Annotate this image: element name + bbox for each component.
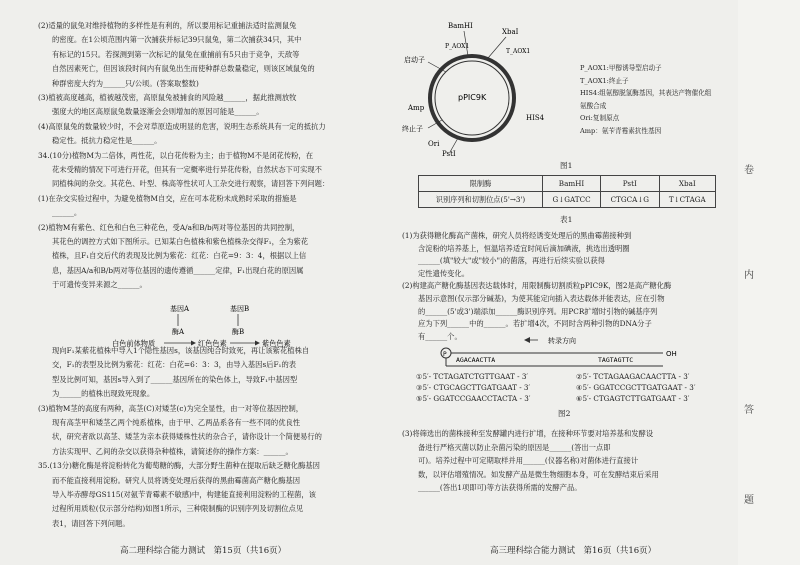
question-line: 其花色的调控方式如下图所示。已知某白色植株和紫色植株杂交得F₁，全为紫花 [52,237,309,246]
question-line: 35.(13分)糖化酶是将淀粉转化为葡萄糖的酶，大部分野生菌种在提取后缺乏糖化酶基因 [38,461,320,471]
question-line: 基因示意图(仅示部分碱基)，为使其能定向插入表达载体并能表达，应在引物 [418,294,665,303]
plasmid-label-amp: Amp [408,104,425,112]
pathway-stage: 白色前体物质 [112,339,156,348]
question-line: (3)植被高度越高，植被越茂密，高原鼠兔被捕食的风险越______，据此推测放牧 [38,93,297,102]
table-header: XbaⅠ [659,176,715,192]
question-line: ______。 [52,208,82,218]
plasmid-figure [398,0,578,165]
question-line: 现向F₁某紫花植株中导入1个隐性基因s，该基因纯合时致死，再让该紫花植株自 [52,346,310,355]
question-line: 导入毕赤酵母GS115(对氨苄青霉素不敏感)中，构建能直接利用淀粉的工程菌，该 [52,490,316,499]
binding-gutter [738,0,800,565]
question-line: ______(填"较大"或"较小")的菌落，再进行后续实验以获得 [418,256,605,266]
question-line: ______(答出1项即可)等方法获得所需的发酵产品。 [418,483,582,493]
question-line: (2)构建高产糖化酶基因表达载体时，用限制酶切割质粒pPIC9K，图2是高产糖化酶 [402,281,672,291]
question-line: 应为下列______中的______。若扩增4次，不同时含两种引物的DNA分子 [418,319,652,329]
question-line: 状，研究者欲以高茎、矮茎为亲本获得矮株性状的杂合子，请你设计一个简便易行的 [52,432,322,442]
question-line: 交，F₁的表型及比例为紫花：红花：白花=6：3：3，由导入基因s后F₁的表 [52,360,297,370]
left-page [0,0,395,565]
question-line: 可)。培养过程中可定期取样并用______(仪器名称)对菌体进行直接计 [418,456,639,466]
primer-option: ⑤5′- GGATCCGAACCTACTA - 3′ [416,394,531,403]
question-line: 过程所用质粒(仅示部分结构)如图1所示，三种限制酶的识别序列及切割位点见 [52,504,304,514]
plasmid-label-bamhi: BamHⅠ [448,22,473,30]
question-line: 含淀粉的培养基上，恒温培养适宜时间后滴加碘液，挑选出透明圈 [418,243,630,253]
plasmid-label-taox: T_AOX1 [506,48,531,55]
plasmid-label-his4: HIS4 [526,114,545,122]
question-line: (2)适量的鼠兔对维持植物的多样性是有利的，所以要用标记重捕法适时监测鼠兔 [38,21,297,30]
legend-line: Ori:复制原点 [580,114,620,122]
question-line: 的______(5'或3')端添加______酶识别序列。用PCR扩增时引物的碱基序列 [418,306,658,316]
fig1-caption: 图1 [560,161,573,170]
primer-option: ③5′- CTGCAGCTTGATGAAT - 3′ [416,383,531,392]
flower-color-pathway [112,302,342,350]
gutter-mark: 题 [742,490,756,507]
left-footer: 高二理科综合能力测试 第15页（共16页） [120,546,287,556]
right-page [398,0,738,565]
question-line: 种群密度大约为______只/公顷。(答案取整数) [52,78,199,88]
question-line: 稳定性。抵抗力稳定性是______。 [52,136,162,146]
table-cell: T↓CTAGA [659,192,715,208]
legend-line: 氨酸合成 [580,101,607,110]
table-cell: 识别序列和切割位点(5'→3') [419,192,543,208]
enzyme-a-label: 酶A [172,328,185,336]
question-line: 型及比例可知，基因s导入到了______基因所在的染色体上，导致F₁中基因型 [52,374,298,384]
table-row [419,192,716,208]
enzyme-b-label: 酶B [232,328,245,336]
primer-option: ⑥5′- CTGAGTCTTGATGAAT - 3′ [576,394,690,403]
question-line: 花未受精的情况下可进行开花，但其有一定概率进行异花传粉，自然状态下可实现不 [52,165,322,174]
plasmid-label-xbai: XbaⅠ [502,28,519,36]
plasmid-label-ori: Ori [428,140,440,148]
plasmid-label-promoter: 启动子 [404,56,425,64]
table-header-row [419,176,716,192]
table-header: BamHⅠ [543,176,601,192]
pathway-stage: 紫色色素 [262,339,291,348]
fig2-caption: 图2 [558,409,571,418]
question-line: 同植株间的杂交。其花色、叶型、株高等性状可人工杂交进行观察，请回答下列问题： [52,179,330,189]
question-line: 34.(10分)植物M为二倍体，两性花，以白花传粉为主；由于植物M不是闭花传粉，在 [38,150,314,160]
question-line: 备进行严格灭菌以防止杂菌污染的原因是______(答出一点即 [418,442,611,452]
legend-line: T_AOX1:终止子 [580,76,629,85]
plasmid-label-psti: PstⅠ [442,150,456,158]
table-caption: 表1 [560,215,573,224]
question-line: 息，基因A/a和B/b两对等位基因的遗传遵循______定律，F₁出现白花的原因属 [52,265,304,275]
plasmid-name: pPIC9K [458,93,487,102]
plasmid-label-terminator: 终止子 [402,125,423,133]
table-header: PstⅠ [601,176,660,192]
question-line: 现有高茎甲和矮茎乙两个纯系植株，由于甲、乙两品系各有一些不同的优良性 [52,418,301,427]
pathway-stage: 红色色素 [198,339,227,348]
primer-option: ②5′- TCTAGAAGACAACTTA - 3′ [576,372,690,381]
fig2-gene-diagram [438,335,698,373]
question-line: 有______个。 [418,331,462,341]
question-line: (3)将筛选出的菌株接种至发酵罐内进行扩增，在接种环节要对培养基和发酵设 [402,429,654,438]
question-line: 于可遗传变异来源之______。 [52,280,147,290]
question-line: 而不能直接利用淀粉。研究人员将诱变处理后获得的黑曲霉菌高产糖化酶基因 [52,475,301,485]
question-line: 有标记的15只。若探测到第一次标记的鼠兔在重捕前有5只由于竞争，天敌等 [52,49,300,59]
plasmid-label-paox: P_AOX1 [445,43,470,50]
fig2-end-oh: OH [666,350,677,358]
fig2-seq-left: AGACAACTTA [456,356,496,364]
legend-line: P_AOX1:甲醇诱导型启动子 [580,64,662,72]
restriction-enzyme-table [418,175,716,208]
question-line: 表1，请回答下列问题。 [52,518,130,528]
gutter-mark: 答 [742,400,756,417]
primer-option: ④5′- GGATCCGCTTGATGAAT - 3′ [576,383,696,392]
transcription-direction-label: 转录方向 [548,337,576,345]
gutter-mark: 卷 [742,160,756,177]
question-line: (1)为获得糖化酶高产菌株，研究人员将经诱变处理后的黑曲霉菌接种到 [402,231,632,240]
question-line: (3)植物M茎的高度有两种，高茎(C)对矮茎(c)为完全显性，由一对等位基因控制， [38,403,304,413]
question-line: (4)高原鼠兔的数量较少时，不会对草原造成明显的危害，说明生态系统具有一定的抵抗力 [38,121,326,131]
question-line: 强度大的地区高原鼠兔数量逐渐会会则增加的原因可能是______。 [52,107,264,117]
question-line: 数，以评估增殖情况。如发酵产品是微生物细胞本身，可在发酵结束后采用 [418,469,659,479]
question-line: (2)植物M有紫色、红色和白色三种花色，受A/a和B/b两对等位基因的共同控制， [38,222,300,232]
right-footer: 高三理科综合能力测试 第16页（共16页） [490,546,657,556]
question-line: 的密度。在1公顷范围内第一次捕获并标记39只鼠兔，第二次捕获34只，其中 [52,35,302,45]
question-line: 自然因素死亡，但因该段时间内有鼠兔出生而使种群总数量稳定，则该区域鼠兔的 [52,64,315,74]
question-line: 为______的植株出现致死现象。 [52,389,155,399]
legend-line: HIS4:组氨醇脱氢酶基因，其表达产物催化组 [580,89,712,97]
legend-line: Amp：氨苄青霉素抗性基因 [580,126,662,135]
question-line: 定性遗传变化。 [418,268,470,278]
question-line: (1)在杂交实验过程中，为避免植物M自交，应在可本花粉未成熟时采取的措施是 [38,193,297,203]
table-cell: G↓GATCC [543,192,601,208]
gutter-mark: 内 [742,265,756,282]
question-line: 方法实现甲、乙间的杂交以获得杂种植株，请简述你的操作方案：______。 [52,446,293,456]
table-header: 限制酶 [419,176,543,192]
fig2-seq-right: TAGTAGTTC [598,356,634,364]
gene-a-label: 基因A [170,305,190,313]
primer-option: ①5′- TCTAGATCTGTTGAAT - 3′ [416,372,529,381]
table-cell: CTGCA↓G [601,192,660,208]
svg-text:P: P [443,351,447,358]
gene-b-label: 基因B [230,305,250,313]
question-line: 植株，且F₁自交后代的表现及比例为紫花：红花：白花=9：3：4，根据以上信 [52,251,307,261]
